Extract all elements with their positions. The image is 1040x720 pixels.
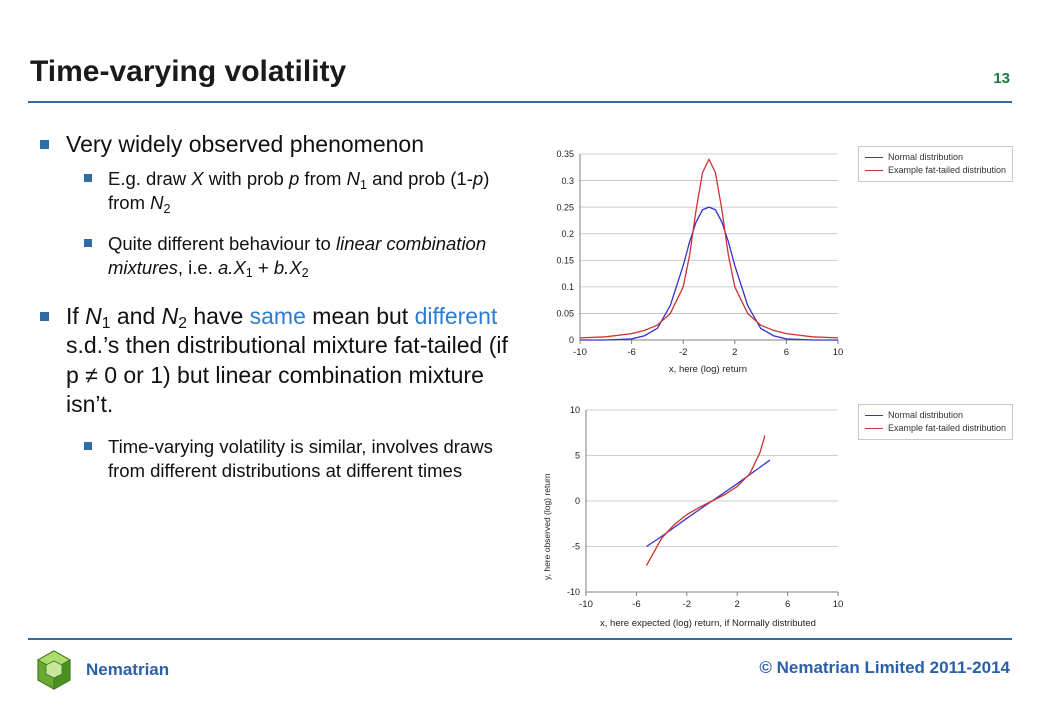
svg-text:0.1: 0.1 (561, 282, 574, 293)
bullet-text-part: have (186, 302, 250, 329)
bullet-subscript: 1 (101, 315, 111, 332)
svg-text:-6: -6 (632, 599, 641, 610)
legend-swatch (865, 170, 883, 171)
bullet-text-part: s.d.’s then distributional mixture fat-tailed (if p ≠ 0 or 1) but linear combination mixture isn’t. (66, 332, 508, 417)
svg-text:-5: -5 (571, 541, 580, 552)
bullet-text-part: ) from (108, 168, 490, 214)
bullet-text-part: E.g. draw (108, 168, 192, 190)
bullet-level1 (32, 302, 522, 420)
legend-swatch (865, 415, 883, 416)
bullet-text-part: from (299, 168, 347, 190)
svg-text:6: 6 (783, 347, 790, 358)
bullet-subscript: 1 (245, 266, 253, 281)
page-title: Time-varying volatility (30, 55, 347, 88)
footer-divider (28, 638, 1012, 640)
bullet-text-part: and (110, 302, 162, 329)
svg-text:0.15: 0.15 (556, 255, 574, 266)
bullet-text-part: p (472, 168, 484, 190)
qq-chart-legend (858, 404, 1013, 440)
bullet-text-part: with prob (203, 168, 289, 190)
legend-label: Normal distribution (888, 152, 964, 162)
bullet-text-part: p (289, 168, 300, 190)
svg-text:0: 0 (568, 335, 574, 346)
svg-text:0.35: 0.35 (556, 149, 574, 160)
svg-text:0.2: 0.2 (561, 228, 574, 239)
legend-swatch (865, 428, 883, 429)
brand-logo (32, 648, 169, 692)
bullet-text-part: b.X (273, 256, 302, 278)
legend-label: Example fat-tailed distribution (888, 165, 1007, 176)
page-number: 13 (993, 70, 1010, 87)
bullet-text: Time-varying volatility is similar, involves draws from different distributions at different times (108, 436, 493, 482)
svg-text:0.25: 0.25 (556, 202, 574, 213)
svg-text:10: 10 (832, 599, 844, 610)
svg-text:-10: -10 (573, 347, 587, 358)
bullet-text-part: a.X (218, 256, 246, 278)
svg-text:5: 5 (574, 450, 580, 461)
svg-text:-10: -10 (566, 587, 580, 598)
bullet-level2 (74, 435, 522, 483)
svg-text:-6: -6 (627, 347, 636, 358)
legend-label: Normal distribution (888, 410, 964, 420)
bullet-text-part: N (346, 168, 360, 190)
svg-text:2: 2 (732, 347, 738, 358)
svg-text:0.3: 0.3 (561, 175, 574, 186)
legend-item (865, 422, 1006, 435)
highlight-same: same (249, 302, 306, 329)
brand-name: Nematrian (86, 660, 170, 679)
legend-label: Example fat-tailed distribution (888, 423, 1007, 434)
legend-swatch (865, 157, 883, 158)
bullet-level2 (74, 167, 522, 215)
bullet-text-part: linear combination mixtures (108, 232, 487, 278)
density-chart (528, 140, 1018, 385)
legend-item (865, 151, 1006, 164)
svg-text:-2: -2 (682, 599, 692, 610)
svg-text:2: 2 (734, 599, 740, 610)
bullet-text-part: N (85, 302, 102, 329)
bullet-text: Very widely observed phenomenon (66, 131, 425, 157)
bullet-text-part: If (66, 302, 86, 329)
bullet-text-part: Quite different behaviour to (108, 232, 336, 254)
bullet-text-part: N (150, 192, 164, 214)
svg-text:10: 10 (569, 405, 580, 416)
svg-text:0.05: 0.05 (556, 308, 574, 319)
copyright-text: © Nematrian Limited 2011-2014 (759, 658, 1010, 677)
bullet-text-part: mean but (305, 302, 415, 329)
header-divider (28, 101, 1012, 103)
slide-body (32, 130, 522, 491)
svg-text:10: 10 (832, 347, 844, 358)
bullet-level1 (32, 130, 522, 159)
svg-text:6: 6 (784, 599, 791, 610)
svg-text:0: 0 (574, 496, 580, 507)
bullet-text-part: and prob (1- (366, 168, 473, 190)
bullet-text-part: , i.e. (177, 256, 219, 278)
legend-item (865, 409, 1006, 422)
highlight-different: different (414, 302, 498, 329)
bullet-text-part: + (252, 256, 274, 278)
nematrian-logo-icon (32, 648, 76, 692)
bullet-level2 (74, 232, 522, 280)
bullet-subscript: 1 (359, 177, 367, 192)
density-chart-xaxis-label: x, here (log) return (668, 364, 748, 375)
legend-item (865, 164, 1006, 177)
bullet-text-part: X (191, 168, 204, 190)
bullet-text-part: N (161, 302, 179, 329)
svg-text:-10: -10 (579, 599, 593, 610)
qq-chart-yaxis-label: y, here observed (log) return (542, 473, 552, 580)
bullet-subscript: 2 (301, 266, 309, 281)
qq-chart-xaxis-label: x, here expected (log) return, if Normally distributed (600, 618, 816, 629)
bullet-subscript: 2 (163, 202, 171, 216)
density-chart-legend (858, 146, 1013, 182)
qq-chart (528, 390, 1018, 640)
bullet-subscript: 2 (178, 315, 187, 332)
svg-text:-2: -2 (678, 347, 688, 358)
